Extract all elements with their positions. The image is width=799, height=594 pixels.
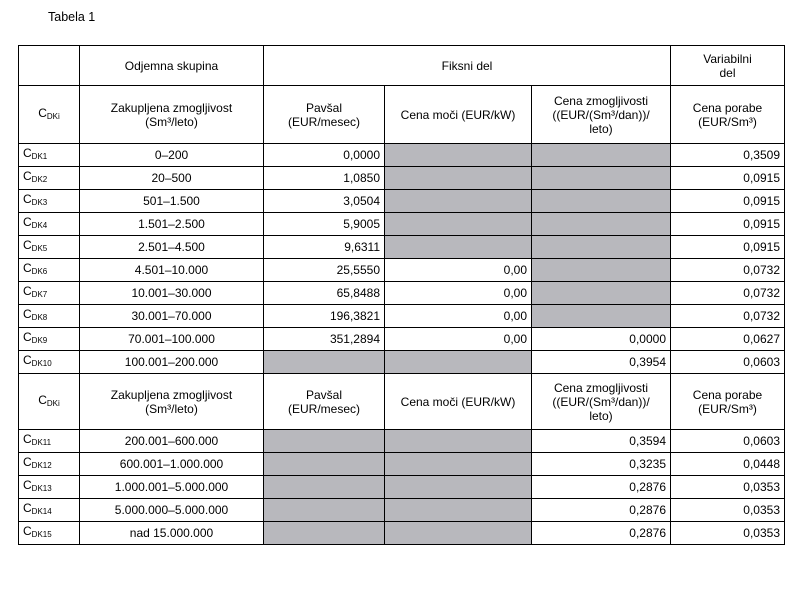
moc-cell (385, 144, 532, 167)
cdk-label-sub: DK6 (31, 267, 48, 276)
zmogljivost-cell: 0,3235 (532, 453, 671, 476)
cdk-label (19, 236, 80, 259)
zmogljivost-cell (532, 144, 671, 167)
pavsal-cell: 196,3821 (264, 305, 385, 328)
tariff-table (18, 45, 785, 545)
cdk-label-main: C (23, 478, 32, 492)
moc-cell (385, 499, 532, 522)
table-row (19, 305, 785, 328)
pavsal-cell: 1,0850 (264, 167, 385, 190)
range-cell: 100.001–200.000 (80, 351, 264, 374)
cdk-label-sub: DK8 (31, 313, 48, 322)
moc-cell (385, 190, 532, 213)
zmogljivost-cell (532, 190, 671, 213)
poraba-cell: 0,0915 (671, 236, 785, 259)
table-row (19, 522, 785, 545)
cdk-label-main: C (23, 432, 32, 446)
header2-cena-moci: Cena moči (EUR/kW) (385, 374, 532, 430)
range-cell: 30.001–70.000 (80, 305, 264, 328)
poraba-cell: 0,0732 (671, 259, 785, 282)
zmogljivost-cell: 0,2876 (532, 476, 671, 499)
zmogljivost-cell (532, 282, 671, 305)
moc-cell (385, 351, 532, 374)
range-cell: 501–1.500 (80, 190, 264, 213)
cdk-label-sub: DK5 (31, 244, 48, 253)
pavsal-cell (264, 476, 385, 499)
zmogljivost-cell: 0,0000 (532, 328, 671, 351)
cdk-label-main: C (23, 146, 32, 160)
poraba-cell: 0,0353 (671, 476, 785, 499)
header2-zakupljena-zmogljivost: Zakupljena zmogljivost (Sm³/leto) (80, 374, 264, 430)
pavsal-cell: 65,8488 (264, 282, 385, 305)
table-row (19, 259, 785, 282)
pavsal-cell: 25,5550 (264, 259, 385, 282)
cdk-label-main: C (23, 284, 32, 298)
poraba-cell: 0,0353 (671, 522, 785, 545)
pavsal-cell (264, 522, 385, 545)
table-row (19, 213, 785, 236)
moc-cell (385, 213, 532, 236)
moc-cell: 0,00 (385, 305, 532, 328)
table-row (19, 144, 785, 167)
cdk-label (19, 476, 80, 499)
cdk-label (19, 430, 80, 453)
cdk-label-main: C (23, 455, 32, 469)
header-empty-cell (19, 46, 80, 86)
cdk-label (19, 259, 80, 282)
header-variabilni-del-text: Variabilni del (703, 51, 752, 80)
range-cell: 1.501–2.500 (80, 213, 264, 236)
cdk-label-sub: DK12 (31, 461, 52, 470)
cdk-label (19, 305, 80, 328)
poraba-cell: 0,3509 (671, 144, 785, 167)
cdk-label-sub: DK1 (31, 152, 48, 161)
zmogljivost-cell (532, 259, 671, 282)
range-cell: 600.001–1.000.000 (80, 453, 264, 476)
header-row-1 (19, 46, 785, 86)
header-variabilni-del (671, 46, 785, 86)
moc-cell (385, 453, 532, 476)
header-odjemna-skupina: Odjemna skupina (80, 46, 264, 86)
cdk-label-sub: DK13 (31, 484, 52, 493)
header2-pavsal: Pavšal (EUR/mesec) (264, 374, 385, 430)
zmogljivost-cell: 0,3954 (532, 351, 671, 374)
cdk-label-sub: DK4 (31, 221, 48, 230)
range-cell: 4.501–10.000 (80, 259, 264, 282)
range-cell: 0–200 (80, 144, 264, 167)
table-row (19, 499, 785, 522)
range-cell: 20–500 (80, 167, 264, 190)
header-fiksni-del: Fiksni del (264, 46, 671, 86)
zmogljivost-cell (532, 213, 671, 236)
cdk-label-sub: DK10 (31, 359, 52, 368)
pavsal-cell: 9,6311 (264, 236, 385, 259)
poraba-cell: 0,0915 (671, 213, 785, 236)
moc-cell: 0,00 (385, 259, 532, 282)
pavsal-cell: 3,0504 (264, 190, 385, 213)
poraba-cell: 0,0915 (671, 167, 785, 190)
cdk-label (19, 328, 80, 351)
cdk-label-main: C (23, 330, 32, 344)
moc-cell (385, 476, 532, 499)
pavsal-cell: 0,0000 (264, 144, 385, 167)
moc-cell: 0,00 (385, 282, 532, 305)
zmogljivost-cell: 0,2876 (532, 522, 671, 545)
cdk-label (19, 453, 80, 476)
poraba-cell: 0,0732 (671, 282, 785, 305)
cdk-label-sub: DK11 (31, 438, 52, 447)
cdk-label-main: C (23, 192, 32, 206)
moc-cell (385, 167, 532, 190)
header-row-repeat (19, 374, 785, 430)
pavsal-cell: 351,2894 (264, 328, 385, 351)
pavsal-cell (264, 430, 385, 453)
zmogljivost-cell (532, 167, 671, 190)
header2-cena-porabe: Cena porabe (EUR/Sm³) (671, 374, 785, 430)
range-cell: 2.501–4.500 (80, 236, 264, 259)
cdk-label (19, 499, 80, 522)
cdk-label (19, 522, 80, 545)
pavsal-cell (264, 351, 385, 374)
cdk-label-sub: DK9 (31, 336, 48, 345)
cdk-label (19, 351, 80, 374)
range-cell: 70.001–100.000 (80, 328, 264, 351)
header-pavsal: Pavšal (EUR/mesec) (264, 86, 385, 144)
poraba-cell: 0,0353 (671, 499, 785, 522)
header-row-2 (19, 86, 785, 144)
header2-cdki: $C_{DKi}$ (19, 374, 80, 430)
table-caption: Tabela 1 (48, 10, 96, 24)
cdk-label-main: C (23, 238, 32, 252)
header-cdki: $C_{DKi}$ (19, 86, 80, 144)
moc-cell (385, 430, 532, 453)
range-cell: 200.001–600.000 (80, 430, 264, 453)
header-cena-moci: Cena moči (EUR/kW) (385, 86, 532, 144)
cdk-label-main: C (23, 215, 32, 229)
table-row (19, 190, 785, 213)
table-row (19, 430, 785, 453)
pavsal-cell: 5,9005 (264, 213, 385, 236)
poraba-cell: 0,0603 (671, 351, 785, 374)
cdk-label-sub: DK14 (31, 507, 52, 516)
cdk-label-main: C (23, 169, 32, 183)
header-cena-zmogljivosti: Cena zmogljivosti ((EUR/(Sm³/dan))/ leto) (532, 86, 671, 144)
zmogljivost-cell: 0,3594 (532, 430, 671, 453)
cdk-label-sub: DK2 (31, 175, 48, 184)
header-zakupljena-zmogljivost: Zakupljena zmogljivost (Sm³/leto) (80, 86, 264, 144)
zmogljivost-cell (532, 236, 671, 259)
moc-cell (385, 236, 532, 259)
table-row (19, 476, 785, 499)
zmogljivost-cell (532, 305, 671, 328)
cdk-label-main: C (23, 261, 32, 275)
pavsal-cell (264, 499, 385, 522)
cdk-label-main: C (23, 501, 32, 515)
cdk-label (19, 144, 80, 167)
pavsal-cell (264, 453, 385, 476)
header-cena-porabe: Cena porabe (EUR/Sm³) (671, 86, 785, 144)
cdk-label-main: C (23, 307, 32, 321)
cdk-label-sub: DK3 (31, 198, 48, 207)
range-cell: nad 15.000.000 (80, 522, 264, 545)
cdk-label-sub: DK15 (31, 530, 52, 539)
range-cell: 1.000.001–5.000.000 (80, 476, 264, 499)
cdk-label-sub: DK7 (31, 290, 48, 299)
range-cell: 5.000.000–5.000.000 (80, 499, 264, 522)
zmogljivost-cell: 0,2876 (532, 499, 671, 522)
poraba-cell: 0,0603 (671, 430, 785, 453)
cdk-label-main: C (23, 524, 32, 538)
table-row (19, 351, 785, 374)
cdk-label (19, 282, 80, 305)
range-cell: 10.001–30.000 (80, 282, 264, 305)
cdk-label-main: C (23, 353, 32, 367)
table-row (19, 282, 785, 305)
header2-cena-zmogljivosti: Cena zmogljivosti ((EUR/(Sm³/dan))/ leto) (532, 374, 671, 430)
cdk-label (19, 167, 80, 190)
moc-cell: 0,00 (385, 328, 532, 351)
table-row (19, 453, 785, 476)
table-row (19, 328, 785, 351)
poraba-cell: 0,0627 (671, 328, 785, 351)
cdk-label (19, 190, 80, 213)
table-row (19, 236, 785, 259)
moc-cell (385, 522, 532, 545)
cdk-label (19, 213, 80, 236)
poraba-cell: 0,0915 (671, 190, 785, 213)
poraba-cell: 0,0732 (671, 305, 785, 328)
table-row (19, 167, 785, 190)
poraba-cell: 0,0448 (671, 453, 785, 476)
